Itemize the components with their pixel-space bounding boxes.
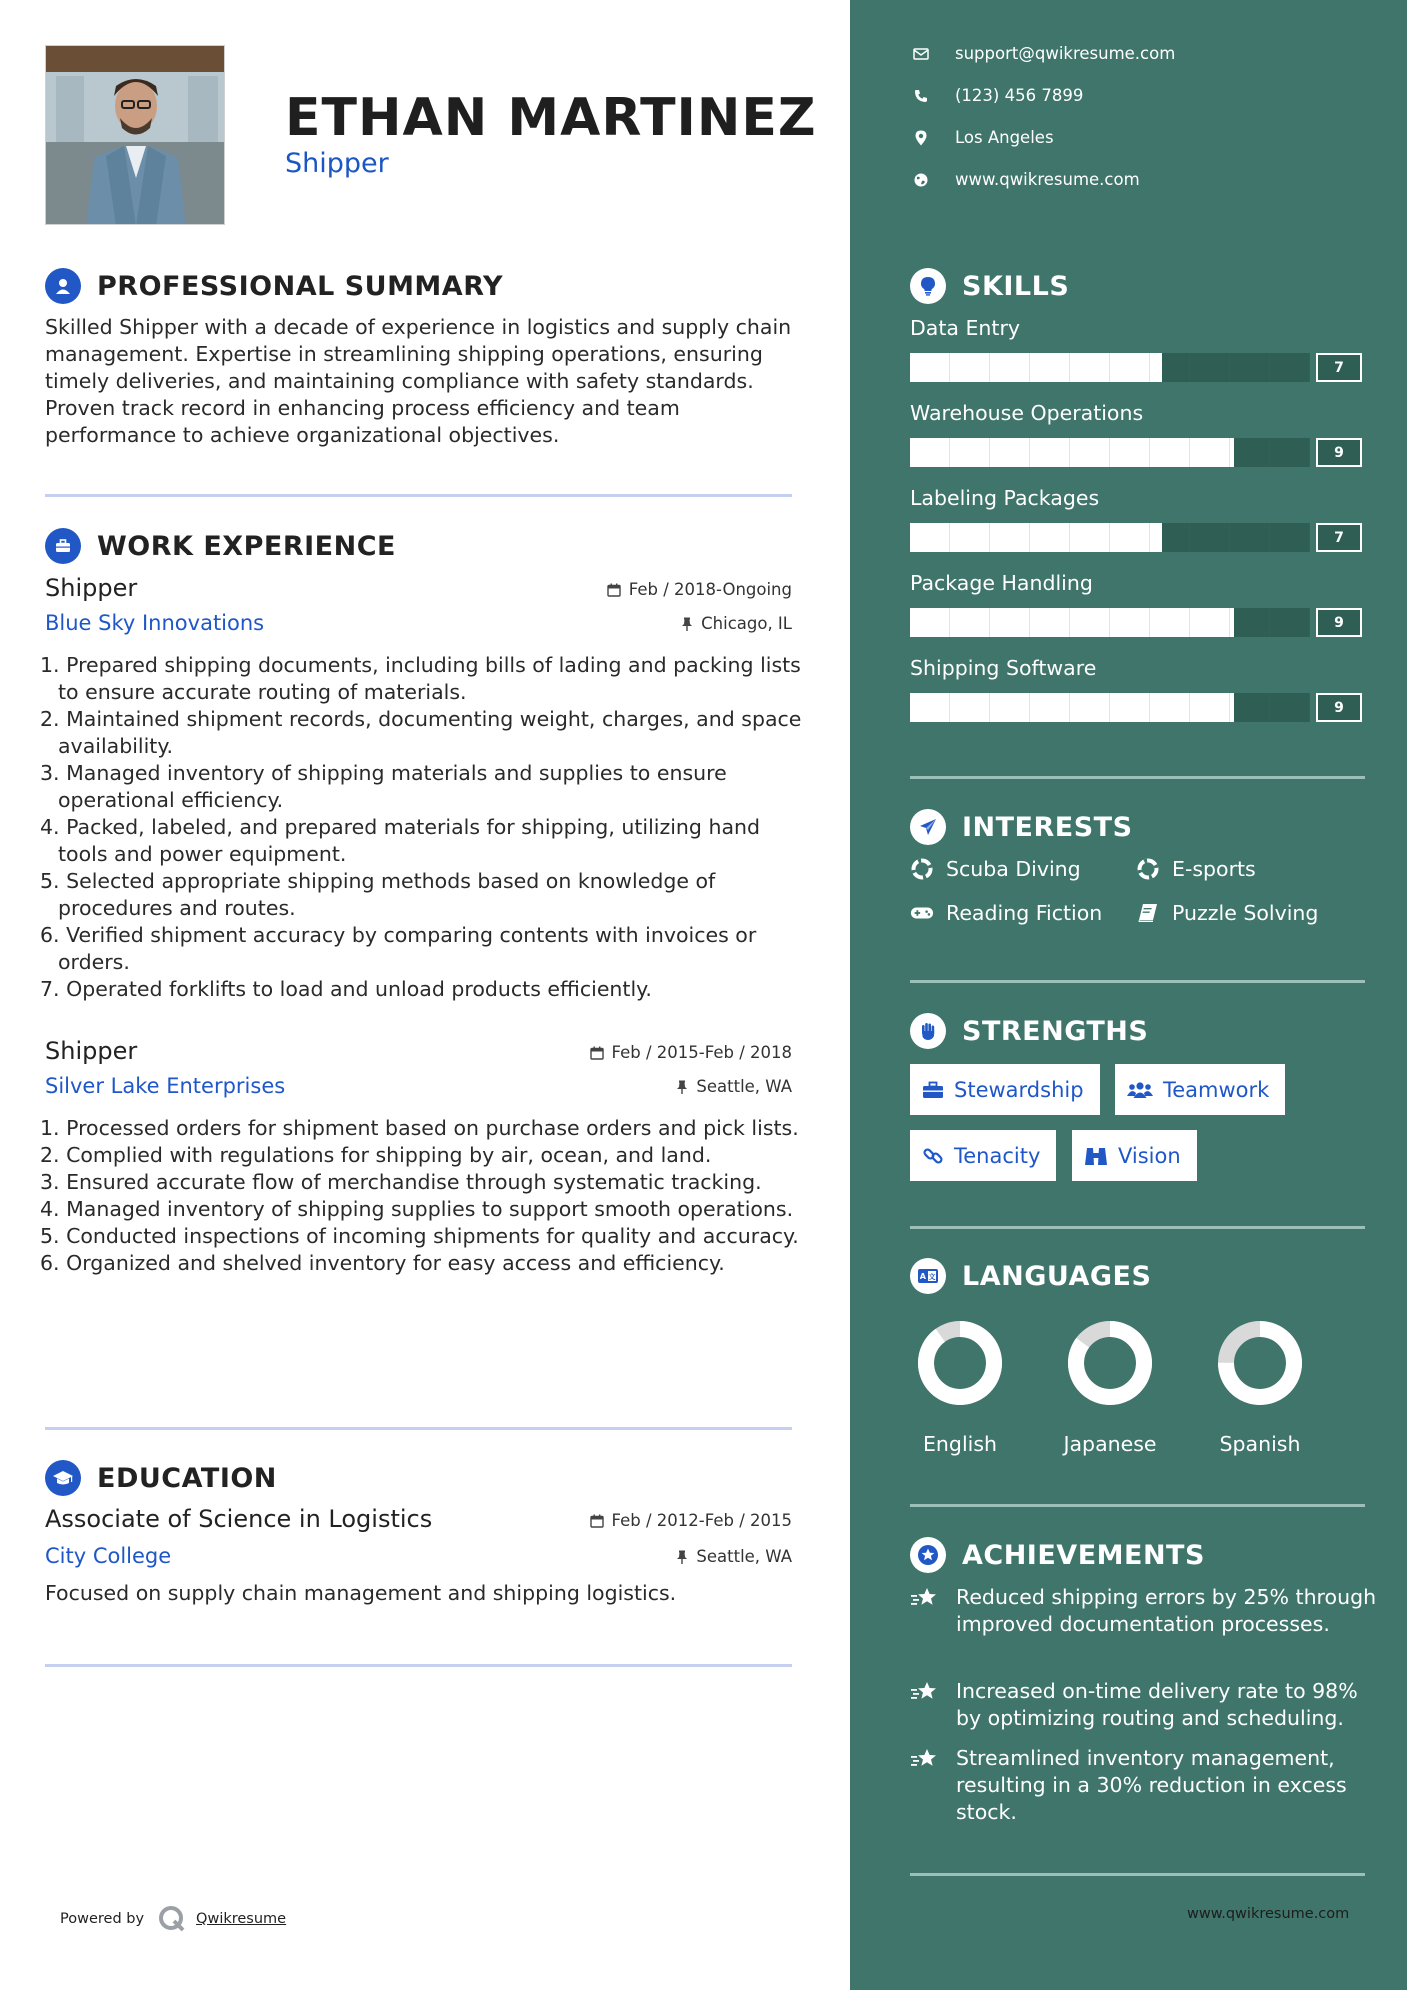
education-entry — [45, 1505, 792, 1575]
interest-label: Scuba Diving — [946, 857, 1081, 881]
education-date-text: Feb / 2012-Feb / 2015 — [611, 1511, 792, 1530]
job-role: Shipper — [45, 1037, 138, 1065]
section-divider — [910, 1873, 1365, 1876]
language-item — [1045, 1318, 1175, 1456]
star-icon — [910, 1680, 942, 1704]
skill-level-badge: 9 — [1316, 438, 1362, 467]
powered-by-label: Powered by — [60, 1911, 145, 1927]
achievements-heading: ACHIEVEMENTS — [962, 1539, 1205, 1571]
skill-bar-ticks — [910, 693, 1310, 722]
interest-item — [1136, 857, 1256, 881]
contact-email-text: support@qwikresume.com — [955, 44, 1176, 63]
list-item: 4. Managed inventory of shipping supplies to support smooth operations. — [40, 1197, 794, 1221]
skill-name: Labeling Packages — [910, 486, 1100, 510]
job-date — [607, 580, 792, 599]
section-divider — [45, 1427, 792, 1430]
job-entry — [45, 1037, 792, 1107]
qwikresume-logo-icon — [158, 1905, 186, 1933]
summary-heading: PROFESSIONAL SUMMARY — [97, 270, 504, 302]
skill-bar-ticks — [910, 523, 1310, 552]
strengths-heading: STRENGTHS — [962, 1015, 1149, 1047]
pin-icon — [676, 1550, 688, 1564]
star-icon — [910, 1747, 942, 1771]
degree: Associate of Science in Logistics — [45, 1505, 433, 1533]
job-company: Blue Sky Innovations — [45, 611, 265, 635]
skill-name: Warehouse Operations — [910, 401, 1144, 425]
paper-plane-icon — [910, 809, 946, 845]
powered-by — [60, 1905, 286, 1933]
school-name: City College — [45, 1544, 172, 1568]
education-section-header — [45, 1460, 277, 1496]
strength-label: Teamwork — [1163, 1077, 1270, 1102]
experience-heading: WORK EXPERIENCE — [97, 530, 396, 562]
languages-heading: LANGUAGES — [962, 1260, 1152, 1292]
language-donut-fill — [926, 1329, 994, 1397]
calendar-icon — [590, 1514, 604, 1528]
strength-chip — [910, 1064, 1100, 1115]
job-date-text: Feb / 2018-Ongoing — [628, 580, 792, 599]
strength-chip — [910, 1130, 1056, 1181]
job-company: Silver Lake Enterprises — [45, 1074, 286, 1098]
interest-label: E-sports — [1172, 857, 1256, 881]
calendar-icon — [607, 583, 621, 597]
hand-icon — [910, 1013, 946, 1049]
candidate-title: Shipper — [285, 148, 389, 179]
list-item: 2. Maintained shipment records, documenting weight, charges, and space availability. — [40, 707, 802, 758]
job-location-text: Seattle, WA — [696, 1077, 792, 1096]
section-divider — [45, 494, 792, 497]
language-donut — [915, 1318, 1005, 1408]
qwikresume-link[interactable]: Qwikresume — [196, 1911, 287, 1927]
interests-heading: INTERESTS — [962, 811, 1133, 843]
achievements-section-header — [910, 1537, 1205, 1573]
globe-icon — [910, 173, 932, 187]
job-location — [676, 1077, 792, 1096]
skills-section-header — [910, 268, 1069, 304]
language-item — [1195, 1318, 1325, 1456]
language-item — [895, 1318, 1025, 1456]
contact-phone-text: (123) 456 7899 — [955, 86, 1084, 105]
list-item: 3. Managed inventory of shipping materials and supplies to ensure operational efficiency. — [40, 761, 727, 812]
section-divider — [45, 1664, 792, 1667]
section-divider — [910, 1504, 1365, 1507]
skill-bar — [910, 693, 1310, 722]
skill-name: Package Handling — [910, 571, 1093, 595]
strength-label: Vision — [1118, 1143, 1181, 1168]
interest-label: Reading Fiction — [946, 901, 1103, 925]
job-date — [590, 1043, 792, 1062]
svg-text:A: A — [919, 1272, 926, 1281]
job-location-text: Chicago, IL — [701, 614, 792, 633]
skill-bar — [910, 438, 1310, 467]
contact-location — [910, 128, 1054, 147]
summary-text: Skilled Shipper with a decade of experience in logistics and supply chain management. Expertise in streamlining shipping operations, ensuring timely deliveries, and maintaining compliance with safety standards. Proven track record in enhancing process efficiency and team performance to achieve organizational objectives. — [45, 315, 792, 447]
language-donut — [1065, 1318, 1155, 1408]
job-location — [681, 614, 792, 633]
star-badge-icon — [910, 1537, 946, 1573]
language-donut — [1215, 1318, 1305, 1408]
summary-section-header — [45, 268, 503, 304]
education-description: Focused on supply chain management and shipping logistics. — [45, 1581, 677, 1605]
contact-email[interactable] — [910, 44, 1175, 63]
skill-level-badge: 9 — [1316, 608, 1362, 637]
list-item: 5. Selected appropriate shipping methods based on knowledge of procedures and routes. — [40, 869, 716, 920]
skill-name: Data Entry — [910, 316, 1021, 340]
strength-label: Tenacity — [954, 1143, 1041, 1168]
profile-photo — [45, 45, 225, 225]
skill-bar — [910, 523, 1310, 552]
envelope-icon — [910, 48, 932, 60]
footer-url[interactable]: www.qwikresume.com — [1187, 1906, 1350, 1922]
education-date — [590, 1511, 792, 1530]
achievement-text: Streamlined inventory management, resulting in a 30% reduction in excess stock. — [956, 1746, 1347, 1824]
strength-chip — [1115, 1064, 1285, 1115]
strength-chip — [1072, 1130, 1197, 1181]
achievement-item — [910, 1584, 1380, 1638]
education-heading: EDUCATION — [97, 1462, 277, 1494]
list-item: 6. Verified shipment accuracy by comparing contents with invoices or orders. — [40, 923, 757, 974]
binoculars-icon — [1084, 1146, 1108, 1166]
job-bullets — [40, 1115, 805, 1277]
map-marker-icon — [910, 130, 932, 146]
gamepad-icon — [910, 905, 934, 921]
list-item: 4. Packed, labeled, and prepared materials for shipping, utilizing hand tools and power equipment. — [40, 815, 761, 866]
achievement-item — [910, 1678, 1380, 1732]
contact-website-text: www.qwikresume.com — [955, 170, 1140, 189]
interest-item — [910, 901, 1102, 925]
skill-bar-ticks — [910, 353, 1310, 382]
skill-level-badge: 7 — [1316, 523, 1362, 552]
user-icon — [45, 268, 81, 304]
phone-icon — [910, 89, 932, 103]
briefcase-icon — [45, 528, 81, 564]
list-item: 3. Ensured accurate flow of merchandise through systematic tracking. — [40, 1170, 762, 1194]
skill-bar — [910, 353, 1310, 382]
pin-icon — [681, 617, 693, 631]
sidebar — [850, 0, 1407, 1990]
section-divider — [910, 776, 1365, 779]
language-icon — [910, 1258, 946, 1294]
users-icon — [1127, 1081, 1153, 1099]
language-name: English — [922, 1432, 998, 1456]
interest-item — [1136, 901, 1318, 925]
experience-section-header — [45, 528, 396, 564]
list-item: 1. Prepared shipping documents, including bills of lading and packing lists to ensure accurate routing of materials. — [40, 653, 801, 704]
pin-icon — [676, 1080, 688, 1094]
section-divider — [910, 1226, 1365, 1229]
calendar-icon — [590, 1046, 604, 1060]
lightbulb-icon — [910, 268, 946, 304]
skill-level-badge: 7 — [1316, 353, 1362, 382]
job-role: Shipper — [45, 574, 138, 602]
contact-location-text: Los Angeles — [955, 128, 1054, 147]
language-name: Japanese — [1063, 1432, 1157, 1456]
languages-section-header — [910, 1258, 1151, 1294]
achievement-text: Reduced shipping errors by 25% through improved documentation processes. — [956, 1585, 1377, 1636]
book-icon — [1136, 903, 1160, 923]
interest-item — [910, 857, 1081, 881]
skill-bar-ticks — [910, 438, 1310, 467]
skill-bar-ticks — [910, 608, 1310, 637]
skill-name: Shipping Software — [910, 656, 1097, 680]
link-icon — [922, 1145, 944, 1167]
achievement-text: Increased on-time delivery rate to 98% by optimizing routing and scheduling. — [956, 1679, 1358, 1730]
skill-bar — [910, 608, 1310, 637]
education-location-text: Seattle, WA — [696, 1547, 792, 1566]
language-name: Spanish — [1219, 1432, 1301, 1456]
skill-level-badge: 9 — [1316, 693, 1362, 722]
job-entry — [45, 574, 792, 644]
briefcase-icon — [922, 1081, 944, 1099]
svg-text:文: 文 — [928, 1273, 936, 1281]
interests-section-header — [910, 809, 1133, 845]
contact-website[interactable] — [910, 170, 1140, 189]
job-date-text: Feb / 2015-Feb / 2018 — [611, 1043, 792, 1062]
candidate-name: ETHAN MARTINEZ — [285, 88, 817, 148]
achievement-item — [910, 1745, 1380, 1826]
list-item: 6. Organized and shelved inventory for easy access and efficiency. — [40, 1251, 725, 1275]
list-item: 1. Processed orders for shipment based on purchase orders and pick lists. — [40, 1116, 799, 1140]
list-item: 2. Complied with regulations for shipping by air, ocean, and land. — [40, 1143, 712, 1167]
life-ring-icon — [1136, 858, 1160, 880]
contact-phone[interactable] — [910, 86, 1083, 105]
skills-heading: SKILLS — [962, 270, 1070, 302]
graduation-cap-icon — [45, 1460, 81, 1496]
life-ring-icon — [910, 858, 934, 880]
strength-label: Stewardship — [954, 1077, 1084, 1102]
strengths-section-header — [910, 1013, 1148, 1049]
star-icon — [910, 1586, 942, 1610]
section-divider — [910, 980, 1365, 983]
education-location — [676, 1547, 792, 1566]
list-item: 5. Conducted inspections of incoming shipments for quality and accuracy. — [40, 1224, 799, 1248]
interest-label: Puzzle Solving — [1172, 901, 1319, 925]
job-bullets — [40, 652, 805, 1003]
list-item: 7. Operated forklifts to load and unload products efficiently. — [40, 977, 652, 1001]
